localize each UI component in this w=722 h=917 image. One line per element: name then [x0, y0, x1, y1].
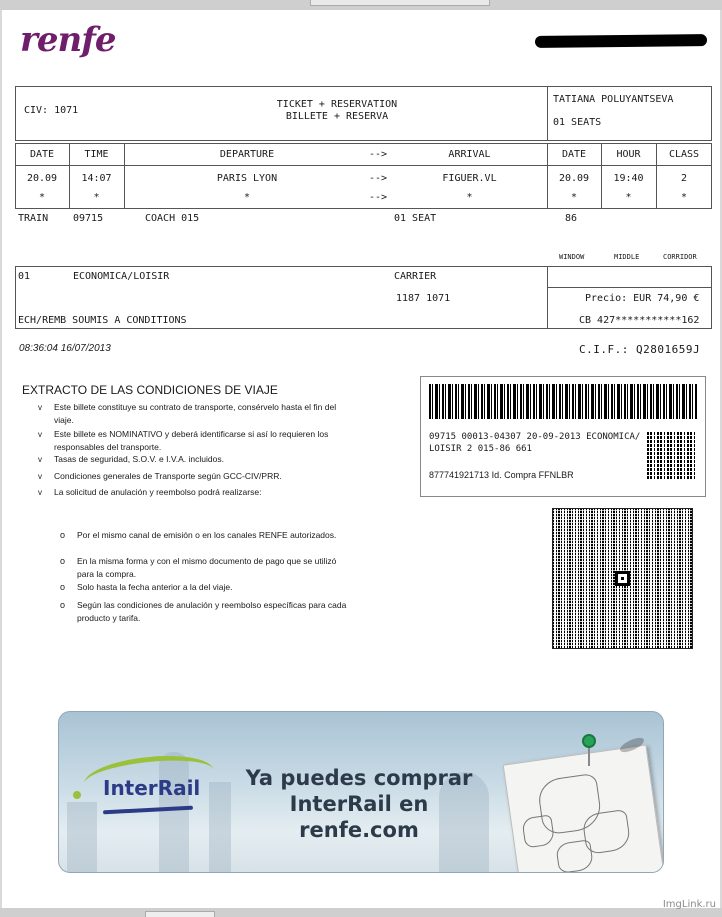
ticket-title-es: BILLETE + RESERVA: [285, 111, 389, 122]
condition-item: v Condiciones generales de Transporte según GCC-CIV/PRR.: [38, 470, 348, 483]
condition-subitem: o Solo hasta la fecha anterior a la del viaje.: [60, 582, 233, 592]
condition-subitem: o En la misma forma y con el mismo documento de pago que se utilizó para la compra.: [60, 556, 337, 579]
empty-arrival: *: [466, 192, 473, 203]
barcode-line-1: 09715 00013-04307 20-09-2013 ECONOMICA/: [429, 432, 641, 442]
header-arrival-date: DATE: [561, 149, 587, 160]
interrail-logo: InterRail: [103, 776, 201, 800]
seats-summary: 01 SEATS: [553, 117, 602, 128]
route-arrow: -->: [369, 173, 388, 184]
condition-subitem: o Según las condiciones de anulación y reembolso específicas para cada producto y tarifa.: [60, 600, 347, 623]
departure-date: 20.09: [26, 173, 58, 184]
bullet-v: v: [38, 430, 42, 439]
bullet-v: v: [38, 472, 42, 481]
ticket-page: [2, 10, 720, 908]
condition-subitem: o Por el mismo canal de emisión o en los canales RENFE autorizados.: [60, 530, 337, 540]
empty-departure: *: [243, 192, 251, 203]
header-arrival: ARRIVAL: [448, 149, 491, 160]
condition-item: v Tasas de seguridad, S.O.V. e I.V.A. incluidos.: [38, 453, 348, 466]
carrier-code: 1187 1071: [396, 293, 451, 304]
bullet-v: v: [38, 488, 42, 497]
seat-corridor: CORRIDOR: [663, 253, 697, 261]
renfe-logo: renfe: [20, 20, 116, 60]
purchase-id: 877741921713 Id. Compra FFNLBR: [429, 470, 574, 480]
condition-item: v Este billete es NOMINATIVO y deberá identificarse si así lo requieren los responsables del transporte.: [38, 429, 329, 452]
redaction-bar: [535, 34, 707, 48]
arrival-station: FIGUER.VL: [442, 173, 497, 184]
passenger-name: TATIANA POLUYANTSEVA: [553, 94, 674, 105]
seat-count: 01 SEAT: [394, 213, 437, 224]
header-time: TIME: [84, 149, 109, 160]
exchange-conditions: ECH/REMB SOUMIS A CONDITIONS: [18, 315, 187, 326]
coach-number: COACH 015: [145, 213, 200, 224]
interrail-dot: [73, 791, 81, 799]
fare-name: ECONOMICA/LOISIR: [73, 271, 170, 282]
card-number: CB 427***********162: [579, 315, 700, 326]
barcode: [429, 384, 697, 419]
ticket-title-en: TICKET + RESERVATION: [276, 99, 398, 110]
arrival-date: 20.09: [558, 173, 590, 184]
fare-code: 01: [18, 271, 31, 282]
viewer-page-tab[interactable]: [145, 911, 215, 917]
map-pin-icon: [582, 734, 596, 748]
issue-timestamp: 08:36:04 16/07/2013: [19, 343, 111, 354]
interrail-banner[interactable]: [58, 711, 664, 873]
viewer-tab[interactable]: [310, 0, 490, 6]
travel-class: 2: [680, 173, 688, 184]
empty-arrow: -->: [369, 192, 388, 203]
europe-map-icon: [503, 745, 664, 873]
condition-item: v La solicitud de anulación y reembolso podrá realizarse:: [38, 486, 348, 499]
carrier-label: CARRIER: [394, 271, 437, 282]
arrival-hour: 19:40: [613, 173, 644, 184]
viewer-bottom-bar: [0, 908, 722, 917]
departure-station: PARIS LYON: [216, 173, 278, 184]
conditions-title: EXTRACTO DE LAS CONDICIONES DE VIAJE: [22, 383, 278, 397]
empty-date: *: [38, 192, 46, 203]
bullet-v: v: [38, 455, 42, 464]
viewer-top-bar: [0, 0, 722, 10]
seat-number: 86: [565, 213, 578, 224]
train-label: TRAIN: [18, 213, 49, 224]
empty-hour: *: [625, 192, 632, 203]
header-departure: DEPARTURE: [219, 149, 275, 160]
header-class: CLASS: [668, 149, 700, 160]
banner-slogan: Ya puedes comprar InterRail en renfe.com: [245, 766, 473, 842]
bullet-o: o: [60, 600, 66, 610]
seat-middle: MIDDLE: [614, 253, 640, 261]
barcode-line-2: LOISIR 2 015-86 661: [429, 444, 532, 454]
header-hour: HOUR: [616, 149, 641, 160]
large-2d-barcode: [552, 508, 693, 649]
bullet-o: o: [60, 530, 66, 540]
cif-number: C.I.F.: Q2801659J: [579, 343, 701, 356]
bullet-v: v: [38, 403, 42, 412]
empty-date2: *: [570, 192, 578, 203]
ticket-price: Precio: EUR 74,90 €: [585, 293, 700, 304]
empty-class: *: [680, 192, 688, 203]
bullet-o: o: [60, 556, 66, 566]
train-number: 09715: [73, 213, 104, 224]
empty-time: *: [93, 192, 100, 203]
watermark: ImgLink.ru: [662, 899, 716, 910]
header-date: DATE: [29, 149, 55, 160]
barcode-box: [420, 376, 706, 497]
departure-time: 14:07: [81, 173, 112, 184]
civ-code: CIV: 1071: [24, 105, 79, 116]
header-arrow: -->: [369, 149, 388, 160]
seat-window: WINDOW: [559, 253, 585, 261]
bullet-o: o: [60, 582, 66, 592]
condition-item: v Este billete constituye su contrato de transporte, consérvelo hasta el fin del viaje.: [38, 402, 337, 425]
small-qr-code: [647, 431, 695, 479]
